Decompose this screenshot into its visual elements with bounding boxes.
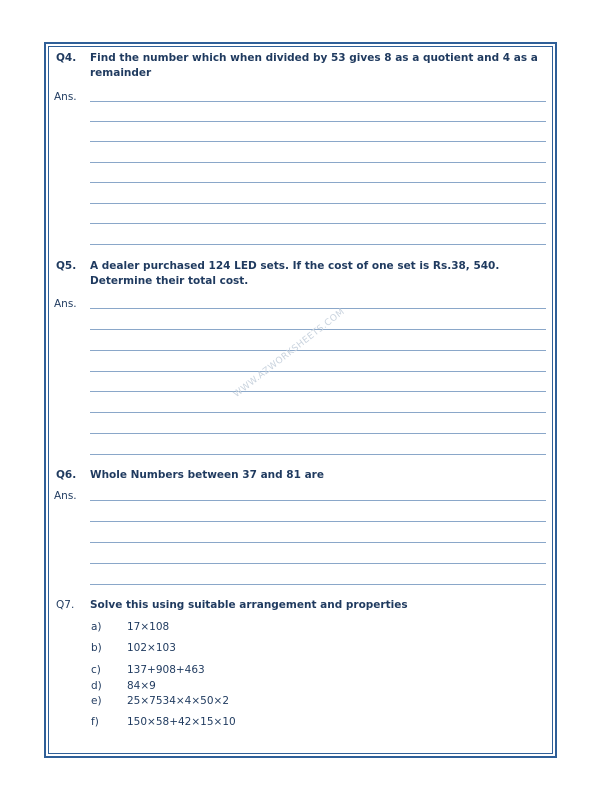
question-7-number: Q7. xyxy=(56,599,75,611)
question-5-number: Q5. xyxy=(56,260,77,272)
answer-line[interactable] xyxy=(90,563,546,564)
question-5-text-line2: Determine their total cost. xyxy=(90,275,249,287)
answer-line[interactable] xyxy=(90,223,546,224)
question-4-number: Q4. xyxy=(56,52,77,64)
answer-line[interactable] xyxy=(90,121,546,122)
answer-line[interactable] xyxy=(90,433,546,434)
answer-line[interactable] xyxy=(90,141,546,142)
q7-item-letter: c) xyxy=(91,664,101,676)
answer-line[interactable] xyxy=(90,371,546,372)
q7-item-expression: 17×108 xyxy=(127,621,170,633)
q7-item-letter: d) xyxy=(91,680,102,692)
answer-line[interactable] xyxy=(90,244,546,245)
q7-item-expression: 150×58+42×15×10 xyxy=(127,716,236,728)
question-4-text xyxy=(90,51,550,81)
answer-line[interactable] xyxy=(90,308,546,309)
answer-line[interactable] xyxy=(90,542,546,543)
answer-line[interactable] xyxy=(90,584,546,585)
question-7-text: Solve this using suitable arrangement and properties xyxy=(90,599,408,611)
q7-item-letter: e) xyxy=(91,695,102,707)
question-6-number: Q6. xyxy=(56,469,77,481)
answer-line[interactable] xyxy=(90,350,546,351)
q7-item-letter: a) xyxy=(91,621,102,633)
question-4-text-line1: Find the number which when divided by 53 gives 8 as a quotient and 4 as a xyxy=(90,52,538,64)
answer-line[interactable] xyxy=(90,182,546,183)
question-4-answer-label: Ans. xyxy=(54,91,77,103)
answer-line[interactable] xyxy=(90,412,546,413)
q7-item-expression: 102×103 xyxy=(127,642,176,654)
watermark: WWW.AZWORKSHEETS.COM xyxy=(232,307,347,400)
question-6-answer-label: Ans. xyxy=(54,490,77,502)
q7-item-expression: 137+908+463 xyxy=(127,664,205,676)
question-5-answer-label: Ans. xyxy=(54,298,77,310)
question-6-text: Whole Numbers between 37 and 81 are xyxy=(90,469,324,481)
question-4-text-line2: remainder xyxy=(90,67,152,79)
q7-item-letter: b) xyxy=(91,642,102,654)
answer-line[interactable] xyxy=(90,391,546,392)
question-5-text xyxy=(90,259,550,289)
answer-line[interactable] xyxy=(90,101,546,102)
answer-line[interactable] xyxy=(90,500,546,501)
q7-item-letter: f) xyxy=(91,716,99,728)
answer-line[interactable] xyxy=(90,203,546,204)
question-5-text-line1: A dealer purchased 124 LED sets. If the cost of one set is Rs.38, 540. xyxy=(90,260,500,272)
q7-item-expression: 84×9 xyxy=(127,680,156,692)
q7-item-expression: 25×7534×4×50×2 xyxy=(127,695,229,707)
answer-line[interactable] xyxy=(90,162,546,163)
page-border-inner xyxy=(48,46,553,754)
answer-line[interactable] xyxy=(90,454,546,455)
answer-line[interactable] xyxy=(90,521,546,522)
